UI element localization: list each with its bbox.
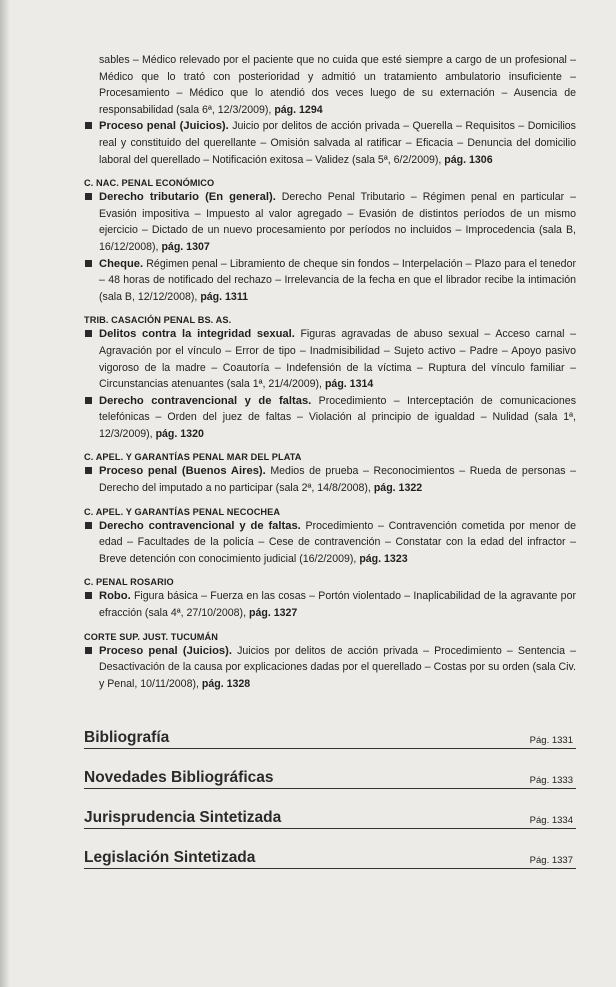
court-heading: C. APEL. Y GARANTÍAS PENAL NECOCHEA xyxy=(84,506,281,517)
entry-text: Juicio por delitos de acción privada – Querella – Requisitos – Domicilios real y constituido del querellante – Omisión salvada al ratificar – Eficacia – Denuncia del domicilio laboral del querellado – Notificación exitosa – Validez (sala 5ª, 6/2/2009), xyxy=(99,120,576,166)
entry-page: pág. 1328 xyxy=(201,677,251,690)
bullet-icon xyxy=(85,122,92,129)
entry-page: pág. 1307 xyxy=(161,240,210,253)
bullet-icon xyxy=(85,397,92,404)
entry-heading: Proceso penal (Juicios). xyxy=(99,644,232,657)
entry-page: pág. 1323 xyxy=(359,552,408,565)
section-page: Pág. 1333 xyxy=(529,775,573,786)
entry xyxy=(84,643,576,693)
entry-text: Figuras agravadas de abuso sexual – Acceso carnal – Agravación por el vínculo – Error de tipo – Inadmisibilidad – Sujeto activo – Padre – Apoyo pasivo vigoroso de la madre – Coautoría – Indefensión de la víctima – Ruptura del vínculo familiar – Circunstancias atenuantes (sala 1ª, 21/4/2009), xyxy=(99,328,576,391)
bullet-icon xyxy=(85,193,92,200)
court-heading: CORTE SUP. JUST. TUCUMÁN xyxy=(84,631,218,642)
bullet-icon xyxy=(85,522,92,529)
bullet-icon xyxy=(85,330,92,337)
section-title: Legislación Sintetizada xyxy=(84,849,256,866)
entry-page: pág. 1320 xyxy=(155,427,204,440)
court-heading: C. PENAL ROSARIO xyxy=(84,577,174,588)
section-novedades-bibliograficas xyxy=(84,768,576,789)
section-page: Pág. 1331 xyxy=(529,735,573,746)
section-title: Novedades Bibliográficas xyxy=(84,769,274,786)
entry-text: Procedimiento – Interceptación de comunicaciones telefónicas – Orden del juez de faltas – Violación al principio de igualdad – Nulidad (sala 1ª, 12/3/2009), xyxy=(99,394,576,440)
binding-edge-shadow xyxy=(0,0,10,987)
entry-heading: Derecho contravencional y de faltas. xyxy=(99,394,312,407)
section-page: Pág. 1337 xyxy=(529,855,573,866)
bullet-icon xyxy=(85,260,92,267)
entry-text: Procedimiento – Contravención cometida por menor de edad – Facultades de la policía – Cese de contravención – Constatar con la edad del infractor – Breve detención con conocimiento judicial (16/2/2009), xyxy=(99,519,577,565)
entry xyxy=(84,463,576,496)
section-jurisprudencia-sintetizada xyxy=(84,808,576,829)
entry xyxy=(84,326,576,392)
entry-proceso-penal-juicios xyxy=(84,118,576,168)
entry-text: Derecho Penal Tributario – Régimen penal en particular – Evasión impositiva – Impuesto al valor agregado – Evasión de distintos períodos de un mismo ejercicio – Dictado de un nuevo procesamiento por períodos no incluidos – Improcedencia (sala B, 16/12/2008), xyxy=(99,191,576,253)
entry xyxy=(84,189,576,255)
section-title: Bibliografía xyxy=(84,729,170,746)
entry xyxy=(84,393,576,443)
entry-page: pág. 1314 xyxy=(324,378,374,391)
entry-page: pág. 1322 xyxy=(373,482,423,495)
entry-heading: Derecho tributario (En general). xyxy=(99,191,276,204)
entry-heading: Cheque. xyxy=(99,257,144,270)
entry xyxy=(84,518,576,568)
section-index xyxy=(84,728,576,888)
index-content xyxy=(84,52,576,692)
entry-text: Figura básica – Fuerza en las cosas – Portón violentado – Inaplicabilidad de la agravante por efracción (sala 4ª, 27/10/2008), xyxy=(99,590,576,620)
court-heading: C. NAC. PENAL ECONÓMICO xyxy=(84,178,215,189)
entry-text: Medios de prueba – Reconocimientos – Rueda de personas – Derecho del imputado a no participar (sala 2ª, 14/8/2008), xyxy=(99,465,576,495)
entry-heading: Delitos contra la integridad sexual. xyxy=(99,328,295,341)
continued-entry-text: sables – Médico relevado por el paciente que no cuida que esté siempre a cargo de un profesional – Médico que lo trató con posterioridad y admitió un tratamiento ambulatorio insuficiente – Procesamiento – Médico que lo atendió dos veces luego de su externación – Ausencia de responsabilidad (sala 6ª, 12/3/2009), xyxy=(99,54,576,116)
entry-heading: Derecho contravencional y de faltas. xyxy=(99,519,301,532)
bullet-icon xyxy=(85,647,92,654)
entry-text: Juicios por delitos de acción privada – Procedimiento – Sentencia – Desactivación de la causa por explicaciones dadas por el querellado – Costas por su orden (sala Civ. y Penal, 10/11/2008), xyxy=(99,644,576,690)
section-page: Pág. 1334 xyxy=(529,815,573,826)
bullet-icon xyxy=(85,467,92,474)
entry-page: pág. 1306 xyxy=(444,153,493,166)
section-legislacion-sintetizada xyxy=(84,848,576,869)
court-heading: TRIB. CASACIÓN PENAL BS. AS. xyxy=(84,315,232,326)
section-title: Jurisprudencia Sintetizada xyxy=(84,809,282,826)
entry-page: pág. 1311 xyxy=(200,290,249,303)
bullet-icon xyxy=(85,592,92,599)
entry-text: Régimen penal – Libramiento de cheque sin fondos – Interpelación – Plazo para el tenedor – 48 horas de notificado del rechazo – Irrelevancia de la fecha en que el librador recibe la intimación (sala B, 12/12/2008), xyxy=(99,257,576,303)
entry xyxy=(84,588,576,621)
entry-heading: Robo. xyxy=(99,590,131,603)
entry-heading: Proceso penal (Buenos Aires). xyxy=(99,465,266,478)
entry-page: pág. 1327 xyxy=(248,607,298,620)
entry-heading: Proceso penal (Juicios). xyxy=(99,120,229,133)
court-heading: C. APEL. Y GARANTÍAS PENAL MAR DEL PLATA xyxy=(84,452,302,463)
section-bibliografia xyxy=(84,728,576,749)
entry xyxy=(84,256,576,306)
continued-entry-page: pág. 1294 xyxy=(274,103,323,116)
continued-entry xyxy=(99,52,576,118)
